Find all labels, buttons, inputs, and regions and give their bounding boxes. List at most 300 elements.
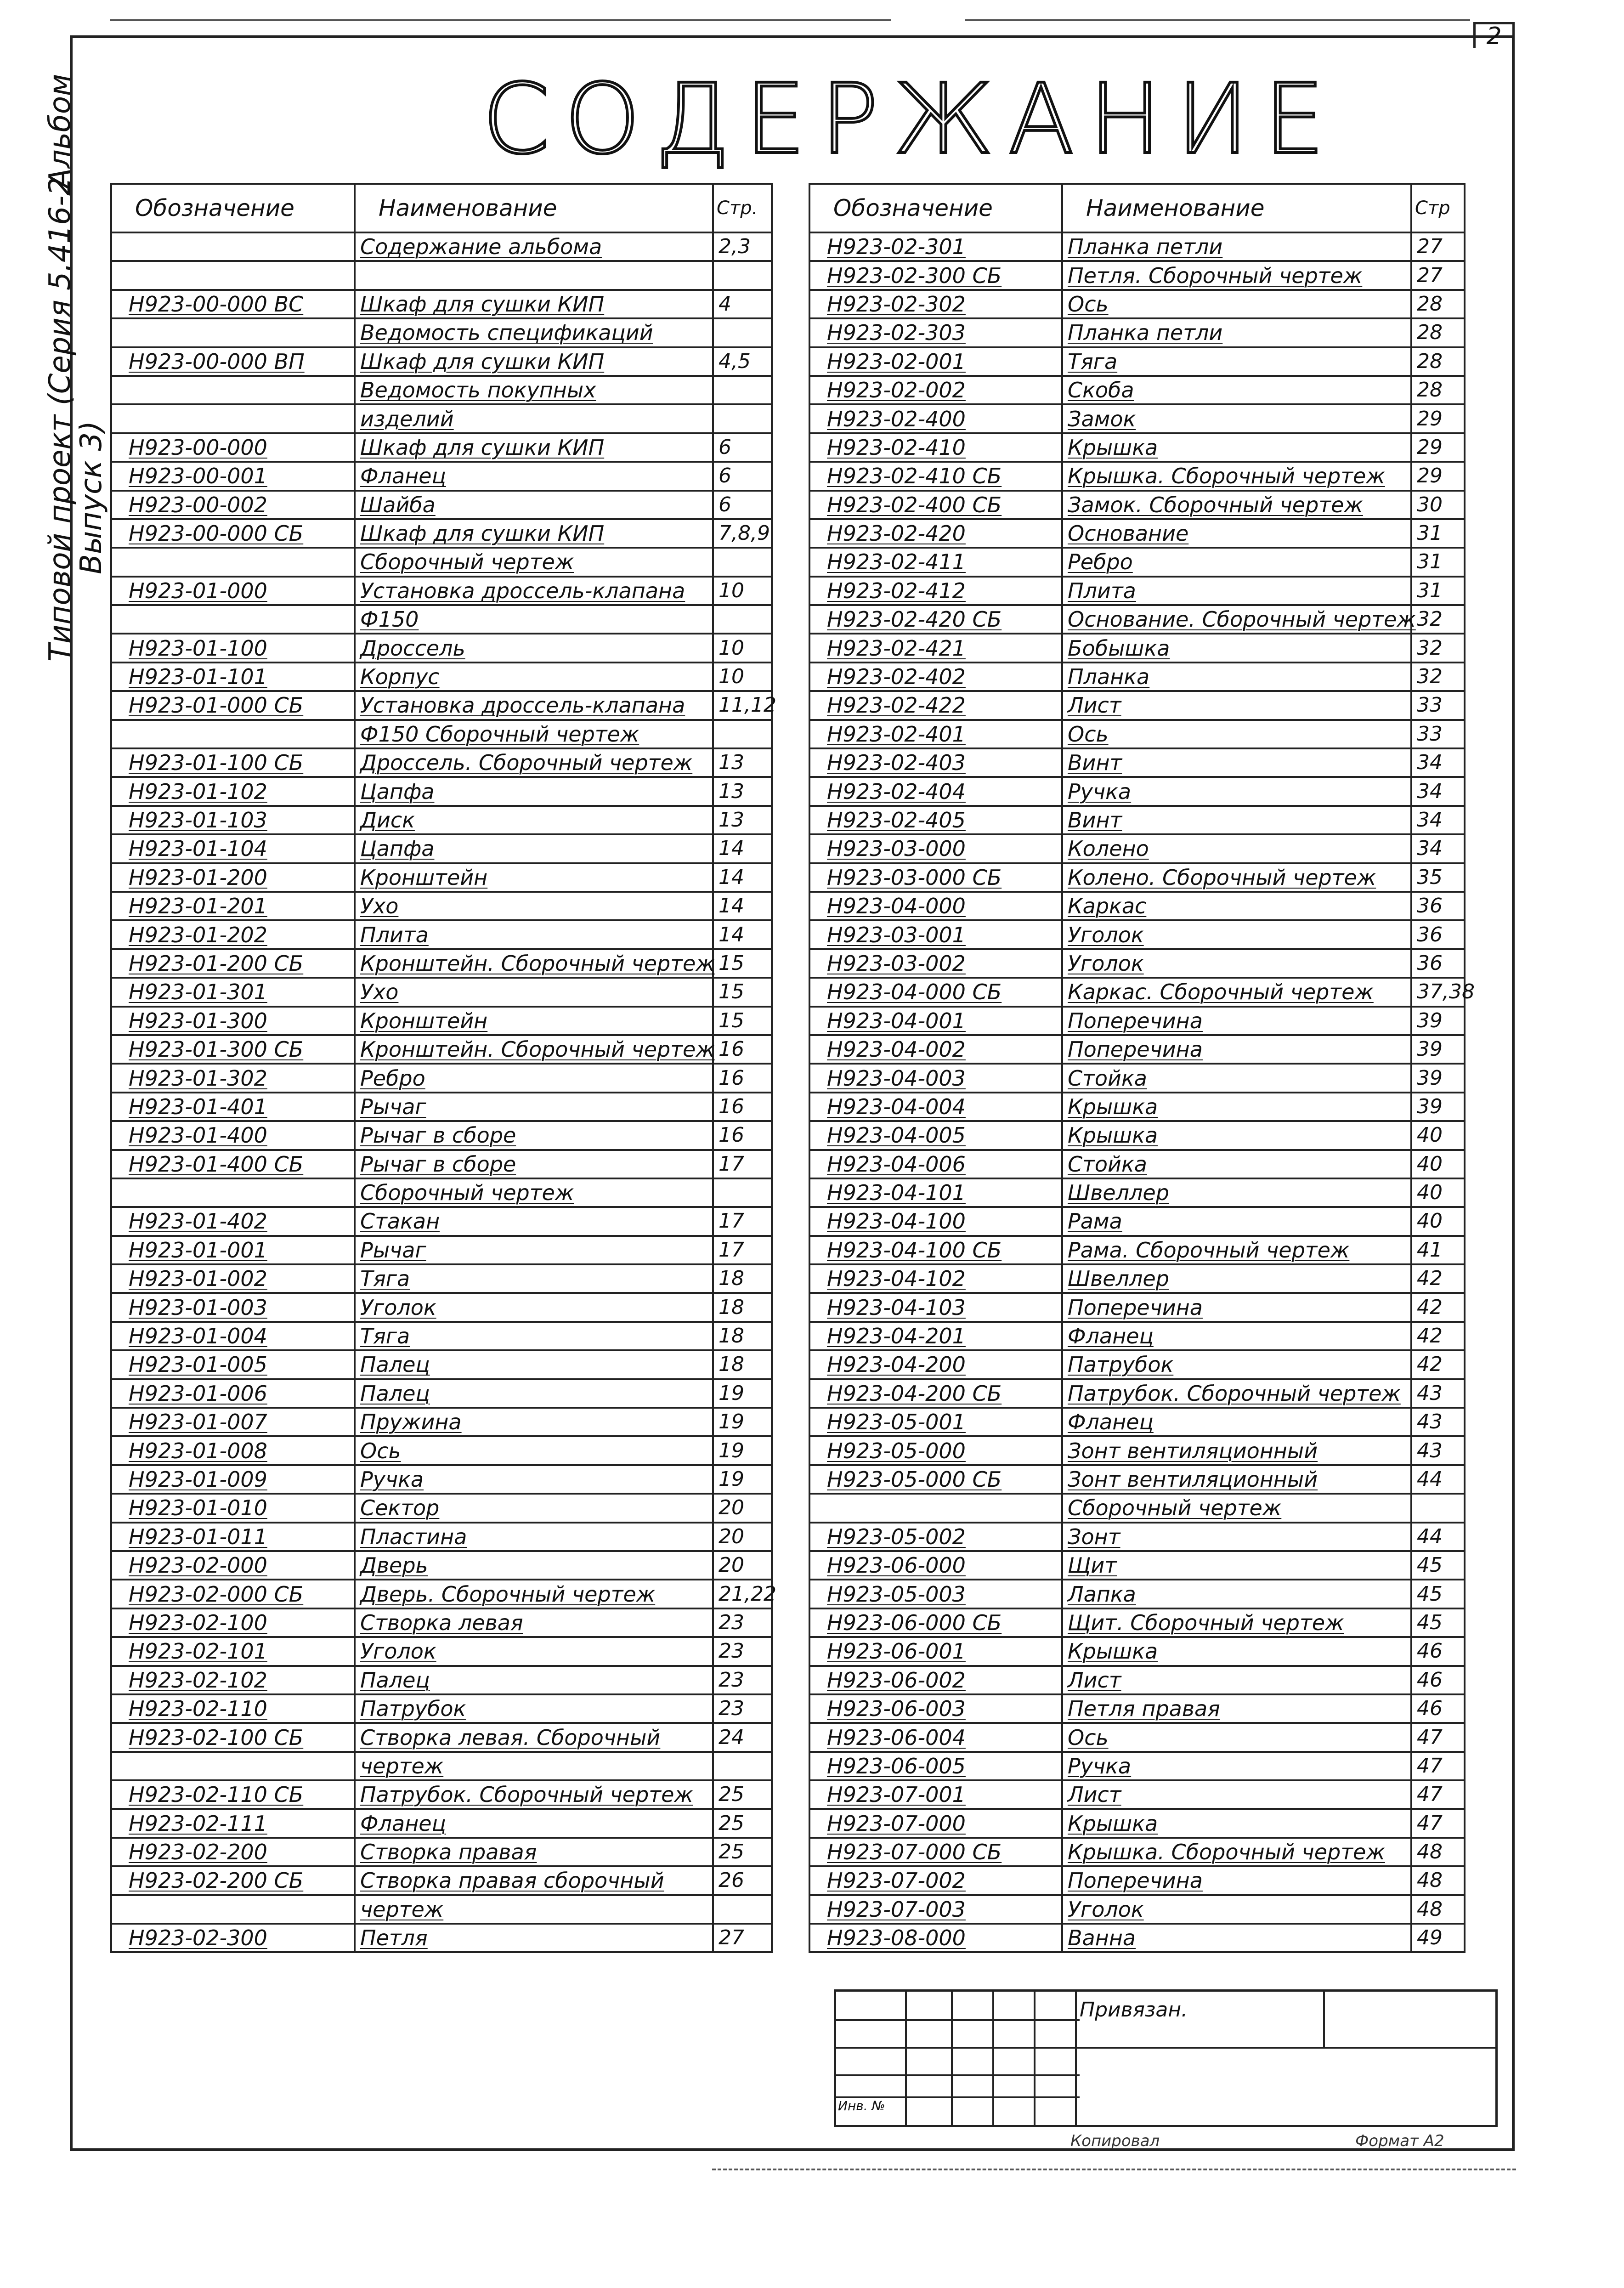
row-name-text: Ф150 <box>360 607 419 632</box>
row-page <box>713 1322 772 1350</box>
row-name-text: Поперечина <box>1068 1008 1203 1033</box>
row-name-text: Тяга <box>360 1266 410 1291</box>
row-code <box>809 834 1062 863</box>
row-name-text: Ручка <box>360 1467 424 1492</box>
row-code <box>111 1207 355 1235</box>
row-code-text: Н923-02-410 <box>827 435 966 460</box>
table-row <box>809 863 1465 892</box>
row-page-text: 15 <box>719 1008 744 1032</box>
row-code-text: Н923-04-000 <box>827 894 966 919</box>
row-code <box>111 318 355 347</box>
row-page <box>713 1293 772 1321</box>
table-row <box>111 1637 772 1665</box>
row-page-text: 34 <box>1417 779 1443 803</box>
row-page-text: 14 <box>719 894 744 918</box>
row-page-text: 18 <box>719 1295 744 1319</box>
row-page <box>1411 462 1465 490</box>
row-code-text: Н923-06-001 <box>827 1639 966 1664</box>
row-code <box>809 1322 1062 1350</box>
row-name <box>355 347 713 376</box>
row-code <box>111 1121 355 1150</box>
row-page <box>1411 1007 1465 1035</box>
row-code <box>809 806 1062 834</box>
row-page <box>1411 577 1465 605</box>
row-name <box>1062 1379 1411 1408</box>
table-row <box>809 691 1465 719</box>
row-page-text: 17 <box>719 1209 744 1233</box>
row-name <box>1062 1150 1411 1178</box>
row-page-text: 19 <box>719 1381 744 1405</box>
row-code <box>809 1580 1062 1608</box>
row-name-text: Петля правая <box>1068 1696 1220 1722</box>
row-name <box>355 1551 713 1580</box>
row-code-text: Н923-05-000 <box>827 1438 966 1463</box>
row-name <box>1062 748 1411 777</box>
row-page <box>713 720 772 748</box>
row-code <box>809 949 1062 978</box>
row-name <box>1062 433 1411 462</box>
row-name <box>355 920 713 949</box>
stamp-divider <box>1075 1992 1077 2125</box>
row-code-text: Н923-02-410 СБ <box>827 464 1002 489</box>
row-name-text: Кронштейн <box>360 1008 488 1033</box>
row-page <box>713 691 776 719</box>
table-row <box>809 1322 1465 1350</box>
row-name <box>355 290 713 318</box>
row-page-text: 48 <box>1417 1869 1443 1892</box>
row-code <box>111 1637 355 1665</box>
row-code-text: Н923-02-422 <box>827 693 966 718</box>
table-row <box>809 1637 1465 1665</box>
row-page <box>1411 318 1465 347</box>
row-code <box>809 1551 1062 1580</box>
row-code-text: Н923-01-103 <box>129 808 267 833</box>
row-page-text: 15 <box>719 951 744 975</box>
row-name <box>355 1293 713 1321</box>
row-name <box>1062 1780 1411 1809</box>
table-row <box>111 834 772 863</box>
row-name-text: Палец <box>360 1667 430 1693</box>
trim-line-top-right <box>965 19 1470 21</box>
row-name-text: Рычаг в сборе <box>360 1123 516 1148</box>
row-code-text: Н923-00-000 <box>129 435 267 460</box>
row-page-text: 42 <box>1417 1267 1443 1291</box>
row-page-text: 49 <box>1417 1926 1443 1950</box>
row-name-text: Уголок <box>360 1295 436 1320</box>
table-row <box>809 1523 1465 1551</box>
row-page-text: 4,5 <box>719 349 751 373</box>
row-name-text: Шайба <box>360 492 436 517</box>
row-page-text: 25 <box>719 1811 744 1835</box>
row-page <box>1411 663 1465 691</box>
row-page-text: 18 <box>719 1353 744 1376</box>
row-name <box>1062 1121 1411 1150</box>
row-page <box>1411 1780 1465 1809</box>
table-row <box>111 1293 772 1321</box>
table-row <box>809 318 1465 347</box>
row-name <box>1062 978 1411 1006</box>
row-code <box>111 1838 355 1866</box>
row-page <box>1411 834 1465 863</box>
row-page <box>713 1780 772 1809</box>
row-page <box>713 577 772 605</box>
row-page <box>713 1236 772 1264</box>
row-page-text: 25 <box>719 1840 744 1864</box>
table-row <box>111 433 772 462</box>
row-code <box>111 1809 355 1837</box>
table-row <box>111 1608 772 1637</box>
row-name <box>1062 863 1411 892</box>
row-name <box>1062 1494 1411 1522</box>
row-name <box>355 261 713 289</box>
row-name-text: Колено. Сборочный чертеж <box>1068 865 1376 890</box>
row-name-text: Цапфа <box>360 779 435 804</box>
row-name-text: Рычаг в сборе <box>360 1151 516 1177</box>
row-name <box>1062 720 1411 748</box>
row-page-text: 14 <box>719 923 744 946</box>
row-name-text: Плита <box>360 922 429 947</box>
row-name-text: Крышка <box>1068 1094 1158 1119</box>
table-row <box>809 1866 1465 1895</box>
table-row <box>111 920 772 949</box>
row-code <box>111 720 355 748</box>
row-page <box>1411 1494 1465 1522</box>
row-page <box>1411 920 1465 949</box>
stamp-divider <box>951 1992 953 2125</box>
table-row <box>809 577 1465 605</box>
row-code <box>809 1064 1062 1092</box>
row-code <box>809 1866 1062 1895</box>
row-code <box>111 1694 355 1723</box>
row-code-text: Н923-01-005 <box>129 1352 267 1377</box>
row-page-text: 16 <box>719 1066 744 1090</box>
row-name <box>355 1637 713 1665</box>
margin-issue-label: Выпуск 3) <box>74 420 108 574</box>
row-page <box>1411 404 1465 433</box>
row-page-text: 13 <box>719 808 744 832</box>
row-name-text: Патрубок. Сборочный чертеж <box>360 1782 693 1807</box>
row-code <box>111 1608 355 1637</box>
row-page-text: 15 <box>719 980 744 1004</box>
row-page <box>1411 1666 1465 1694</box>
table-row <box>809 920 1465 949</box>
row-page <box>1411 1264 1465 1293</box>
row-code-text: Н923-04-200 СБ <box>827 1381 1002 1406</box>
row-page <box>1411 232 1465 261</box>
row-name-text: Замок <box>1068 406 1136 431</box>
row-name-text: Щит. Сборочный чертеж <box>1068 1610 1344 1635</box>
row-page-text: 41 <box>1417 1238 1443 1262</box>
row-page <box>1411 605 1465 634</box>
row-page <box>713 663 772 691</box>
row-page-text: 47 <box>1417 1811 1443 1835</box>
table-row <box>809 1408 1465 1436</box>
row-code-text: Н923-01-100 СБ <box>129 750 304 776</box>
row-code <box>111 1866 355 1895</box>
table-row <box>111 863 772 892</box>
row-page-text: 25 <box>719 1783 744 1807</box>
row-code <box>111 1523 355 1551</box>
row-page-text: 40 <box>1417 1123 1443 1147</box>
table-row <box>111 777 772 805</box>
row-name <box>355 1408 713 1436</box>
row-page-text: 6 <box>719 493 731 516</box>
row-name-text: Палец <box>360 1352 430 1377</box>
row-page <box>713 1694 772 1723</box>
row-code <box>809 290 1062 318</box>
table-row <box>111 1121 772 1150</box>
row-code <box>111 1752 355 1780</box>
row-name-text: Ведомость покупных <box>360 378 596 403</box>
row-name-text: Петля <box>360 1926 428 1951</box>
table-row <box>809 806 1465 834</box>
row-name-text: Патрубок <box>360 1696 466 1722</box>
row-name <box>355 1523 713 1551</box>
row-name <box>1062 691 1411 719</box>
row-name <box>355 1007 713 1035</box>
table-row <box>809 1207 1465 1235</box>
row-page <box>1411 347 1465 376</box>
row-code-text: Н923-00-000 ВС <box>129 291 304 317</box>
row-name-text: Фланец <box>360 464 446 489</box>
row-page-text: 17 <box>719 1238 744 1262</box>
row-code-text: Н923-02-000 <box>129 1553 267 1578</box>
row-page <box>1411 290 1465 318</box>
row-name-text: Ручка <box>1068 1753 1132 1778</box>
table-row <box>111 1178 772 1207</box>
row-code-text: Н923-03-000 <box>827 836 966 861</box>
row-page <box>713 920 772 949</box>
row-name <box>355 1694 713 1723</box>
row-name <box>355 1264 713 1293</box>
row-name <box>1062 1694 1411 1723</box>
row-code <box>809 1465 1062 1494</box>
table-row <box>809 1780 1465 1809</box>
table-row <box>111 806 772 834</box>
row-name <box>355 1207 713 1235</box>
row-name-text: Кронштейн <box>360 865 488 890</box>
row-code <box>809 863 1062 892</box>
table-row <box>111 634 772 662</box>
row-name <box>355 1580 713 1608</box>
table-row <box>111 1780 772 1809</box>
table-row <box>809 1350 1465 1379</box>
row-code <box>809 1752 1062 1780</box>
table-row <box>809 777 1465 805</box>
row-page <box>713 1752 772 1780</box>
row-name-text: Ведомость спецификаций <box>360 320 653 345</box>
row-page <box>713 1551 772 1580</box>
row-code <box>111 978 355 1006</box>
row-name <box>1062 1895 1411 1924</box>
row-page-text: 43 <box>1417 1410 1443 1434</box>
row-page-text: 45 <box>1417 1610 1443 1634</box>
row-code <box>111 376 355 404</box>
row-name-text: Патрубок <box>1068 1352 1174 1377</box>
row-name-text: Ось <box>1068 291 1109 317</box>
row-name-text: Ванна <box>1068 1926 1136 1951</box>
row-name <box>355 1064 713 1092</box>
row-name <box>355 1809 713 1837</box>
row-name-text: Планка <box>1068 664 1150 690</box>
row-page-text: 23 <box>719 1668 744 1692</box>
row-page-text: 34 <box>1417 808 1443 832</box>
row-page-text: 4 <box>719 292 731 316</box>
row-code-text: Н923-03-002 <box>827 951 966 976</box>
row-page <box>713 404 772 433</box>
table-row <box>111 605 772 634</box>
row-code <box>809 920 1062 949</box>
row-name-text: Планка петли <box>1068 234 1223 260</box>
row-code-text: Н923-07-002 <box>827 1868 966 1893</box>
row-name-text: Фланец <box>1068 1324 1154 1349</box>
row-code-text: Н923-02-000 СБ <box>129 1581 304 1607</box>
row-page-text: 42 <box>1417 1324 1443 1348</box>
table-row <box>111 1895 772 1924</box>
row-page <box>1411 1580 1465 1608</box>
row-code <box>809 376 1062 404</box>
table-row <box>111 720 772 748</box>
row-code-text: Н923-01-301 <box>129 980 267 1005</box>
row-code <box>809 1293 1062 1321</box>
row-code-text: Н923-04-201 <box>827 1324 966 1349</box>
row-page-text: 29 <box>1417 464 1443 488</box>
row-name-text: Крышка. Сборочный чертеж <box>1068 464 1385 489</box>
row-code <box>111 347 355 376</box>
row-name-text: Замок. Сборочный чертеж <box>1068 492 1363 517</box>
row-code-text: Н923-02-300 СБ <box>827 263 1002 288</box>
row-code-text: Н923-05-000 СБ <box>827 1467 1002 1492</box>
stamp-divider <box>1323 1992 1325 2047</box>
row-name <box>355 1236 713 1264</box>
row-code-text: Н923-01-201 <box>129 894 267 919</box>
row-page-text: 18 <box>719 1324 744 1348</box>
row-code <box>809 1379 1062 1408</box>
row-page-text: 31 <box>1417 550 1443 574</box>
row-name-text: Кронштейн. Сборочный чертеж <box>360 1037 715 1062</box>
row-page-text: 10 <box>719 578 744 602</box>
row-name <box>1062 1064 1411 1092</box>
row-name <box>355 1436 713 1465</box>
row-code-text: Н923-01-002 <box>129 1266 267 1291</box>
row-name <box>1062 663 1411 691</box>
row-page-text: 39 <box>1417 1037 1443 1061</box>
row-page <box>1411 1809 1465 1837</box>
row-page-text: 19 <box>719 1467 744 1491</box>
row-code <box>809 318 1062 347</box>
table-row <box>809 1551 1465 1580</box>
row-name <box>355 433 713 462</box>
table-row <box>809 1465 1465 1494</box>
row-page-text: 19 <box>719 1438 744 1462</box>
row-name-text: Крышка <box>1068 1811 1158 1836</box>
row-name <box>355 1608 713 1637</box>
row-code-text: Н923-02-405 <box>827 808 966 833</box>
row-name-text: Ф150 Сборочный чертеж <box>360 721 639 747</box>
row-name-text: Каркас. Сборочный чертеж <box>1068 980 1374 1005</box>
row-page-text: 20 <box>719 1496 744 1520</box>
table-row <box>809 1494 1465 1522</box>
row-page <box>713 376 772 404</box>
row-name <box>1062 920 1411 949</box>
column-header-page: Стр. <box>713 184 772 232</box>
row-code <box>809 720 1062 748</box>
row-page <box>713 1064 772 1092</box>
row-page-text: 42 <box>1417 1353 1443 1376</box>
row-code <box>111 1093 355 1121</box>
row-page-text: 37,38 <box>1417 980 1475 1004</box>
row-name <box>355 1350 713 1379</box>
table-row <box>111 1924 772 1952</box>
row-code <box>809 634 1062 662</box>
row-name-text: Шкаф для сушки КИП <box>360 521 605 546</box>
row-code <box>111 1379 355 1408</box>
stamp-divider <box>905 1992 907 2125</box>
row-name-text: Ось <box>360 1438 401 1463</box>
row-code <box>809 1637 1062 1665</box>
table-row <box>111 261 772 289</box>
row-name-text: изделий <box>360 406 454 431</box>
row-page-text: 32 <box>1417 636 1443 660</box>
row-code-text: Н923-01-000 СБ <box>129 693 304 718</box>
row-name-text: Ось <box>1068 1725 1109 1750</box>
row-page-text: 13 <box>719 779 744 803</box>
row-name-text: Поперечина <box>1068 1295 1203 1320</box>
row-page <box>1411 777 1465 805</box>
column-header-page: Стр <box>1411 184 1465 232</box>
stamp-divider <box>992 1992 994 2125</box>
table-row <box>111 1809 772 1837</box>
row-page <box>1411 1178 1465 1207</box>
table-row <box>111 1150 772 1178</box>
table-row <box>111 1666 772 1694</box>
row-name-text: Содержание альбома <box>360 234 602 260</box>
row-name <box>355 491 713 519</box>
row-page-text: 48 <box>1417 1840 1443 1864</box>
row-name <box>1062 519 1411 548</box>
stamp-bound-label: Привязан. <box>1080 1998 1188 2022</box>
row-code-text: Н923-06-000 СБ <box>827 1610 1002 1635</box>
row-page <box>1411 1408 1465 1436</box>
row-code <box>809 892 1062 920</box>
row-name-text: Фланец <box>1068 1410 1154 1435</box>
row-page <box>1411 261 1465 289</box>
row-name <box>355 404 713 433</box>
row-page <box>1411 1293 1465 1321</box>
row-code <box>809 1264 1062 1293</box>
row-name-text: Тяга <box>360 1324 410 1349</box>
row-page-text: 16 <box>719 1123 744 1147</box>
row-code <box>111 232 355 261</box>
row-page-text: 27 <box>1417 235 1443 259</box>
row-name-text: Установка дроссель-клапана <box>360 693 685 718</box>
row-code-text: Н923-02-411 <box>827 549 966 575</box>
table-row <box>111 1523 772 1551</box>
row-name-text: Крышка <box>1068 1123 1158 1148</box>
row-page-text: 30 <box>1417 493 1443 516</box>
row-name-text: Рычаг <box>360 1094 426 1119</box>
row-code-text: Н923-02-101 <box>129 1639 267 1664</box>
row-code-text: Н923-01-402 <box>129 1209 267 1234</box>
row-page-text: 24 <box>719 1725 744 1749</box>
row-code-text: Н923-04-000 СБ <box>827 980 1002 1005</box>
row-page <box>713 1637 772 1665</box>
row-page-text: 48 <box>1417 1897 1443 1921</box>
row-code <box>809 232 1062 261</box>
row-page <box>713 1895 772 1924</box>
row-code <box>809 404 1062 433</box>
row-page-text: 6 <box>719 464 731 488</box>
